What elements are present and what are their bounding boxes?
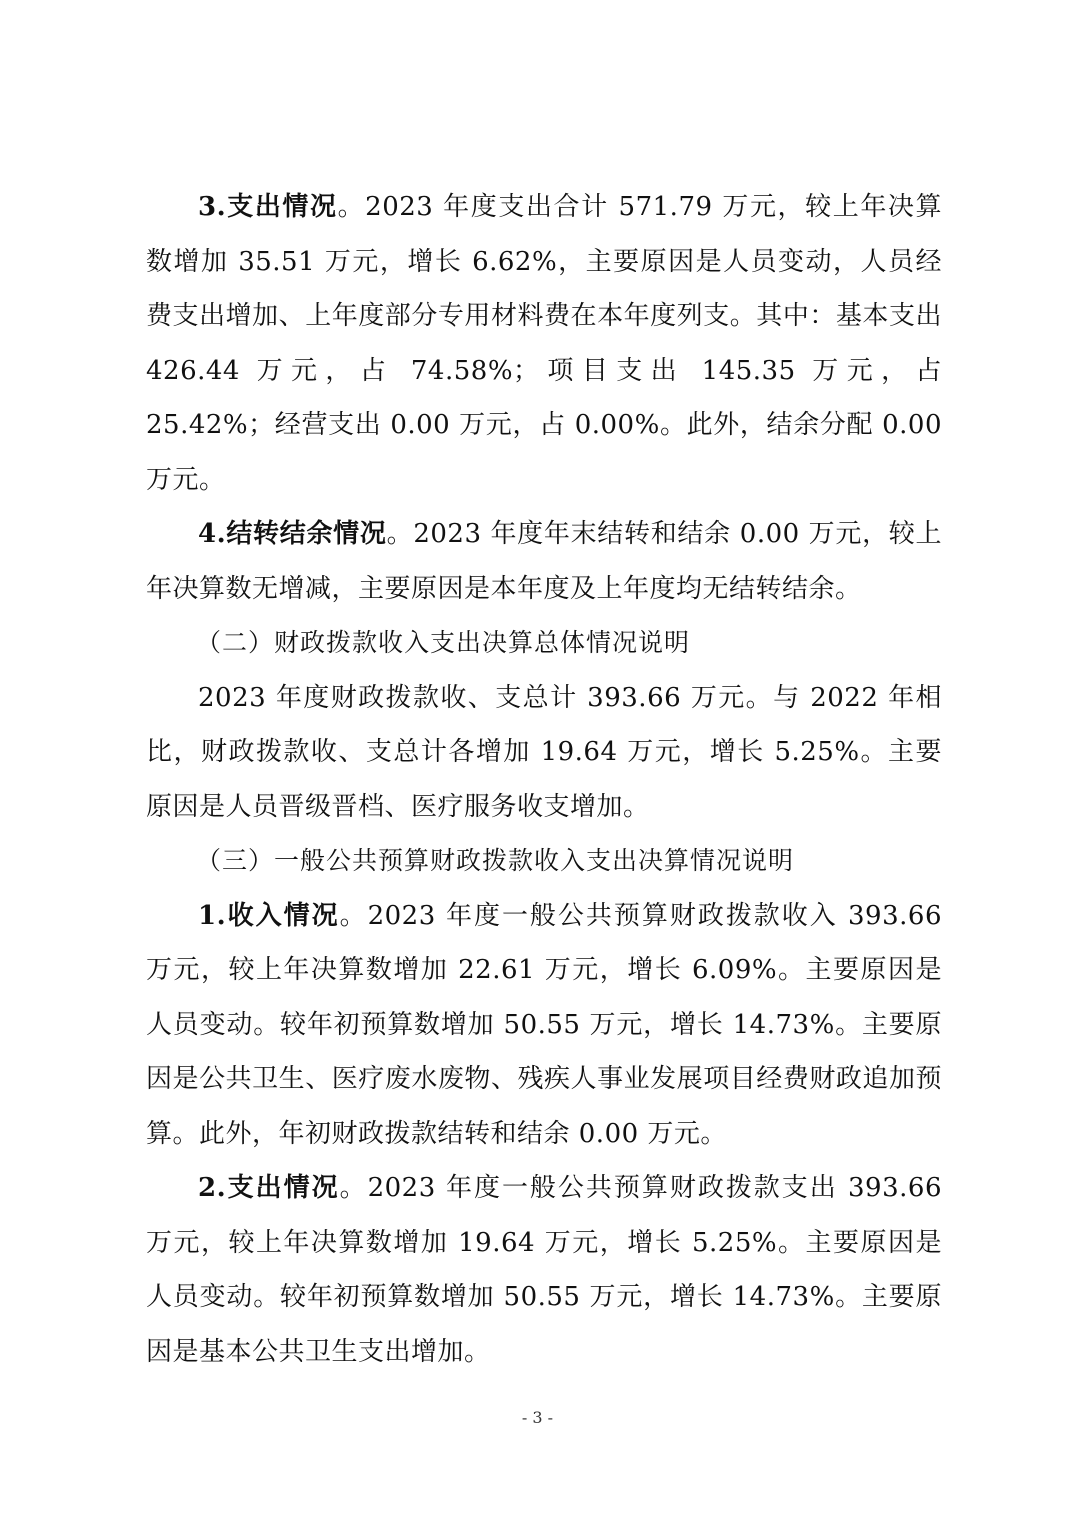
section-two-paragraph: 2023 年度财政拨款收、支总计 393.66 万元。与 2022 年相比，财政拨款收、支总计各增加 19.64 万元，增长 5.25%。主要原因是人员晋级晋档、医疗服务收支增加。 bbox=[146, 682, 942, 822]
paragraph-lead: 1.收入情况 bbox=[198, 900, 340, 931]
paragraph-carryover bbox=[146, 507, 942, 616]
paragraph-text: 。2023 年度支出合计 571.79 万元，较上年决算数增加 35.51 万元，增长 6.62%，主要原因是人员变动，人员经费支出增加、上年度部分专用材料费在本年度列支。其中：基本支出 426.44 万元，占 74.58%；项目支出 145.35 万元，占 25.42%；经营支出 0.00 万元，占 0.00%。此外，结余分配 0.00 万元。 bbox=[146, 192, 942, 495]
paragraph-text: 。2023 年度一般公共预算财政拨款支出 393.66 万元，较上年决算数增加 19.64 万元，增长 5.25%。主要原因是人员变动。较年初预算数增加 50.55 万元，增长 14.73%。主要原因是基本公共卫生支出增加。 bbox=[146, 1173, 942, 1367]
paragraph-text: 。2023 年度年末结转和结余 0.00 万元，较上年决算数无增减，主要原因是本年度及上年度均无结转结余。 bbox=[146, 519, 942, 604]
paragraph-lead: 2.支出情况 bbox=[198, 1173, 340, 1203]
document-body bbox=[146, 180, 942, 1379]
section-three-heading: （三）一般公共预算财政拨款收入支出决算情况说明 bbox=[196, 846, 795, 875]
section-two-heading: （二）财政拨款收入支出决算总体情况说明 bbox=[196, 628, 691, 657]
paragraph-text: 。2023 年度一般公共预算财政拨款收入 393.66 万元，较上年决算数增加 22.61 万元，增长 6.09%。主要原因是人员变动。较年初预算数增加 50.55 万元，增长 14.73%。主要原因是公共卫生、医疗废水废物、残疾人事业发展项目经费财政追加预算。此外，年初财政拨款结转和结余 0.00 万元。 bbox=[146, 900, 942, 1149]
page-number: - 3 - bbox=[521, 1408, 554, 1427]
paragraph-lead: 3.支出情况 bbox=[198, 192, 338, 222]
paragraph-expenditure bbox=[146, 180, 942, 507]
paragraph-income bbox=[146, 889, 942, 1162]
paragraph-general-expenditure bbox=[146, 1161, 942, 1379]
paragraph-lead: 4.结转结余情况 bbox=[198, 519, 387, 549]
